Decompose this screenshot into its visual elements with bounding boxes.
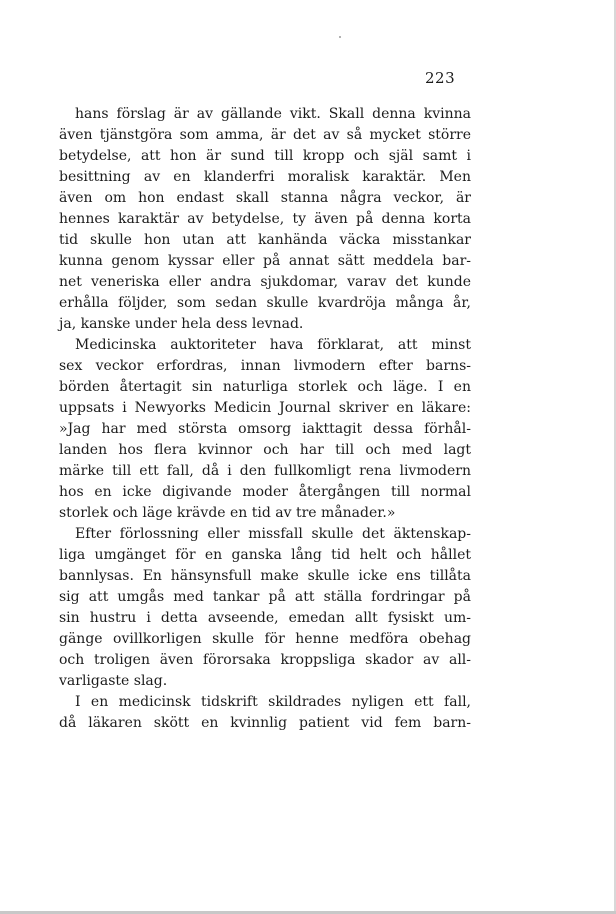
paragraph (59, 104, 471, 335)
text-line: storlek och läge krävde en tid av tre månader.» (59, 505, 396, 521)
text-line: tid skulle hon utan att kanhända väcka misstankar (59, 232, 471, 248)
text-line: landen hos flera kvinnor och har till och med lagt (59, 442, 471, 458)
body-text (59, 104, 471, 734)
text-line: hennes karaktär av betydelse, ty även på denna korta (59, 211, 471, 227)
text-line: besittning av en klanderfri moralisk karaktär. Men (59, 169, 471, 185)
text-line: märke till ett fall, då i den fullkomligt rena livmodern (59, 463, 471, 479)
text-line: Efter förlossning eller missfall skulle det äktenskap- (75, 526, 471, 542)
text-line: ja, kanske under hela dess levnad. (59, 316, 304, 332)
page-number: 223 (425, 69, 456, 87)
text-line: Medicinska auktoriteter hava förklarat, att minst (75, 337, 471, 353)
text-line: då läkaren skött en kvinnlig patient vid fem barn- (59, 715, 471, 731)
text-line: uppsats i Newyorks Medicin Journal skriver en läkare: (59, 400, 471, 416)
paragraph (59, 692, 471, 734)
text-line: börden återtagit sin naturliga storlek och läge. I en (59, 379, 471, 395)
paper-speck (339, 36, 341, 38)
text-line: även tjänstgöra som amma, är det av så mycket större (59, 127, 471, 143)
text-line: sex veckor erfordras, innan livmodern efter barns- (59, 358, 471, 374)
text-line: »Jag har med största omsorg iakttagit dessa förhål- (59, 421, 471, 437)
text-line: kunna genom kyssar eller på annat sätt meddela bar- (59, 253, 471, 269)
text-line: även om hon endast skall stanna några veckor, är (59, 190, 471, 206)
text-line: gänge ovillkorligen skulle för henne medföra obehag (59, 631, 471, 647)
text-line: sin hustru i detta avseende, emedan allt fysiskt um- (59, 610, 471, 626)
text-line: liga umgänget för en ganska lång tid helt och hållet (59, 547, 471, 563)
text-line: hans förslag är av gällande vikt. Skall denna kvinna (75, 106, 471, 122)
text-line: sig att umgås med tankar på att ställa fordringar på (59, 589, 471, 605)
text-line: bannlysas. En hänsynsfull make skulle icke ens tillåta (59, 568, 471, 584)
text-line: betydelse, att hon är sund till kropp och själ samt i (59, 148, 471, 164)
paragraph (59, 524, 471, 692)
text-line: erhålla följder, som sedan skulle kvardröja många år, (59, 295, 471, 311)
text-line: varligaste slag. (59, 673, 168, 689)
text-line: hos en icke digivande moder återgången till normal (59, 484, 471, 500)
text-line: net veneriska eller andra sjukdomar, varav det kunde (59, 274, 471, 290)
paragraph (59, 335, 471, 524)
text-line: och troligen även förorsaka kroppsliga skador av all- (59, 652, 471, 668)
text-line: I en medicinsk tidskrift skildrades nyligen ett fall, (75, 694, 471, 710)
